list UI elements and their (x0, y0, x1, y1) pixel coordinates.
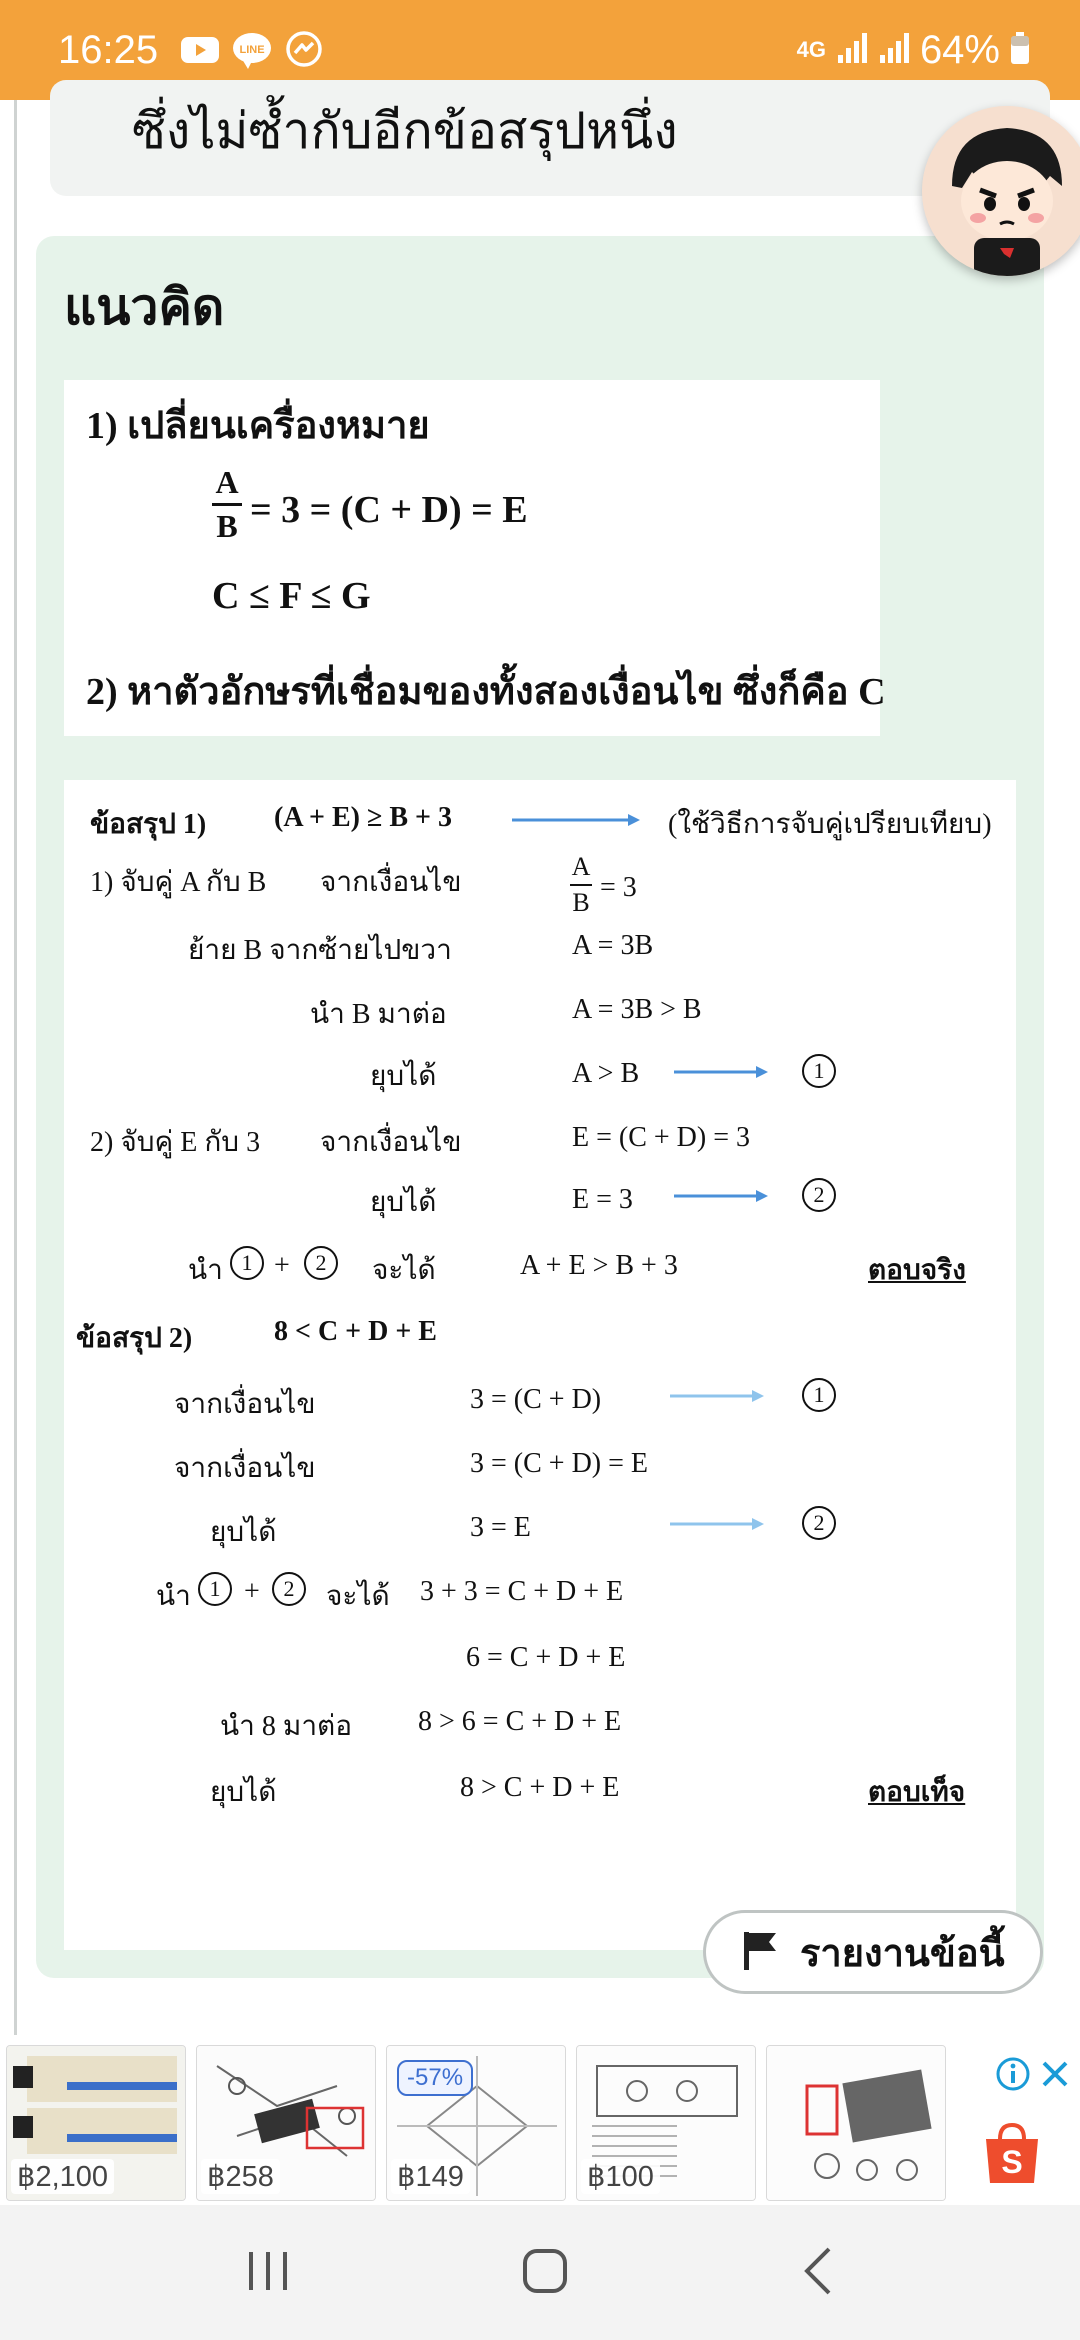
row-2-expr: A = 3B (572, 930, 654, 961)
ad-banner (0, 2035, 1080, 2205)
step-1-label: จากเงื่อนไข (174, 1389, 316, 1420)
recent-apps-icon[interactable] (245, 2248, 291, 2298)
arrow-icon (674, 1188, 770, 1204)
svg-text:LINE: LINE (239, 44, 265, 56)
svg-text:S: S (1001, 2144, 1023, 2180)
step-2-text: 2) หาตัวอักษรที่เชื่อมของทั้งสองเงื่อนไข ซึ่งก็คือ C (86, 671, 886, 713)
row-1-expr: = 3 (600, 872, 637, 903)
previous-answer-card (50, 80, 1050, 196)
ad-price: ฿149 (391, 2159, 470, 2194)
arrow-icon (674, 1064, 770, 1080)
ad-info-icon[interactable] (996, 2057, 1030, 2095)
ad-price: ฿2,100 (11, 2159, 114, 2194)
ad-item[interactable] (386, 2045, 566, 2201)
answer-false: ตอบเท็จ (868, 1777, 966, 1808)
step-4-take: นำ (156, 1581, 191, 1612)
ad-item[interactable] (196, 2045, 376, 2201)
signal-icon (836, 31, 868, 69)
circled-number-2: 2 (802, 1178, 836, 1212)
ad-close-icon[interactable] (1040, 2059, 1070, 2093)
report-label: รายงานข้อนี้ (800, 1932, 1005, 1975)
step-7-expr: 8 > C + D + E (460, 1772, 620, 1803)
shopee-icon[interactable] (980, 2121, 1044, 2191)
row-6-label: ยุบได้ (370, 1187, 437, 1218)
step-5-expr: 6 = C + D + E (466, 1642, 626, 1673)
row-5-condition: จากเงื่อนไข (320, 1127, 462, 1158)
discount-badge: -57% (397, 2060, 473, 2096)
ad-item[interactable] (6, 2045, 186, 2201)
circled-number-2: 2 (272, 1572, 306, 1606)
row-5-expr: E = (C + D) = 3 (572, 1122, 751, 1153)
row-7-get: จะได้ (372, 1255, 436, 1286)
step-7-label: ยุบได้ (210, 1777, 277, 1808)
fraction-a-over-b (212, 464, 242, 545)
circled-number-2: 2 (304, 1246, 338, 1280)
row-1-denominator: B (572, 888, 590, 917)
answer-true: ตอบจริง (868, 1255, 966, 1286)
system-nav-bar (0, 2205, 1080, 2340)
step-2-expr: 3 = (C + D) = E (470, 1448, 649, 1479)
equation-1: = 3 = (C + D) = E (250, 489, 528, 531)
conclusion-2-expr: 8 < C + D + E (274, 1316, 437, 1347)
step-3-label: ยุบได้ (210, 1517, 277, 1548)
page-content (0, 100, 1080, 2035)
step-6-expr: 8 > 6 = C + D + E (418, 1706, 622, 1737)
ad-item[interactable] (576, 2045, 756, 2201)
step-2-label: จากเงื่อนไข (174, 1453, 316, 1484)
step-1-expr: 3 = (C + D) (470, 1384, 602, 1415)
row-7-expr: A + E > B + 3 (520, 1250, 678, 1281)
row-1-fraction (570, 852, 592, 918)
home-icon[interactable] (521, 2247, 569, 2299)
row-3-label: นำ B มาต่อ (310, 999, 447, 1030)
ad-item[interactable] (766, 2045, 946, 2201)
step-4-get: จะได้ (326, 1581, 390, 1612)
arrow-icon (670, 1516, 766, 1532)
row-1-numerator: A (571, 852, 591, 881)
row-4-label: ยุบได้ (370, 1061, 437, 1092)
ad-price: ฿258 (201, 2159, 280, 2194)
arrow-icon (512, 812, 642, 828)
row-7-plus: + (274, 1250, 290, 1281)
battery-percent: 64% (919, 27, 1000, 72)
line-icon (232, 30, 272, 70)
row-1-label: 1) จับคู่ A กับ B (90, 867, 267, 898)
arrow-icon (670, 1388, 766, 1404)
report-question-button[interactable] (703, 1910, 1043, 1994)
back-icon[interactable] (799, 2245, 835, 2301)
conclusion-2-label: ข้อสรุป 2) (76, 1323, 193, 1354)
circled-number-2: 2 (802, 1506, 836, 1540)
row-7-take: นำ (188, 1255, 223, 1286)
circled-number-1: 1 (802, 1378, 836, 1412)
conclusion-1-method: (ใช้วิธีการจับคู่เปรียบเทียบ) (668, 809, 992, 840)
row-6-expr: E = 3 (572, 1184, 633, 1215)
fraction-numerator: A (215, 464, 239, 500)
youtube-icon (180, 30, 220, 70)
row-3-expr: A = 3B > B (572, 994, 702, 1025)
row-5-label: 2) จับคู่ E กับ 3 (90, 1127, 261, 1158)
concept-title: แนวคิด (64, 279, 225, 335)
row-4-expr: A > B (572, 1058, 640, 1089)
concept-card-1 (64, 380, 886, 736)
conclusion-1-expr: (A + E) ≥ B + 3 (274, 802, 452, 833)
step-4-plus: + (244, 1576, 260, 1607)
signal-icon-2 (878, 31, 910, 69)
flag-icon (742, 1930, 778, 1974)
row-2-label: ย้าย B จากซ้ายไปขวา (188, 935, 452, 966)
fraction-denominator: B (216, 508, 238, 544)
circled-number-1: 1 (230, 1246, 264, 1280)
left-divider (14, 100, 17, 2035)
ad-price: ฿100 (581, 2159, 660, 2194)
step-4-expr: 3 + 3 = C + D + E (420, 1576, 624, 1607)
step-6-label: นำ 8 มาต่อ (220, 1711, 353, 1742)
messenger-icon (284, 30, 324, 70)
mascot-avatar[interactable] (922, 106, 1080, 276)
network-type: 4G (796, 37, 826, 62)
circled-number-1: 1 (198, 1572, 232, 1606)
battery-icon (1010, 31, 1030, 69)
equation-2: C ≤ F ≤ G (212, 575, 371, 617)
circled-number-1: 1 (802, 1054, 836, 1088)
step-3-expr: 3 = E (470, 1512, 531, 1543)
concept-card-2 (64, 780, 1016, 1950)
previous-answer-text: ซึ่งไม่ซ้ำกับอีกข้อสรุปหนึ่ง (132, 103, 678, 159)
row-1-condition: จากเงื่อนไข (320, 867, 462, 898)
status-time: 16:25 (58, 27, 159, 72)
step-1-text: 1) เปลี่ยนเครื่องหมาย (86, 405, 430, 447)
conclusion-1-label: ข้อสรุป 1) (90, 809, 207, 840)
